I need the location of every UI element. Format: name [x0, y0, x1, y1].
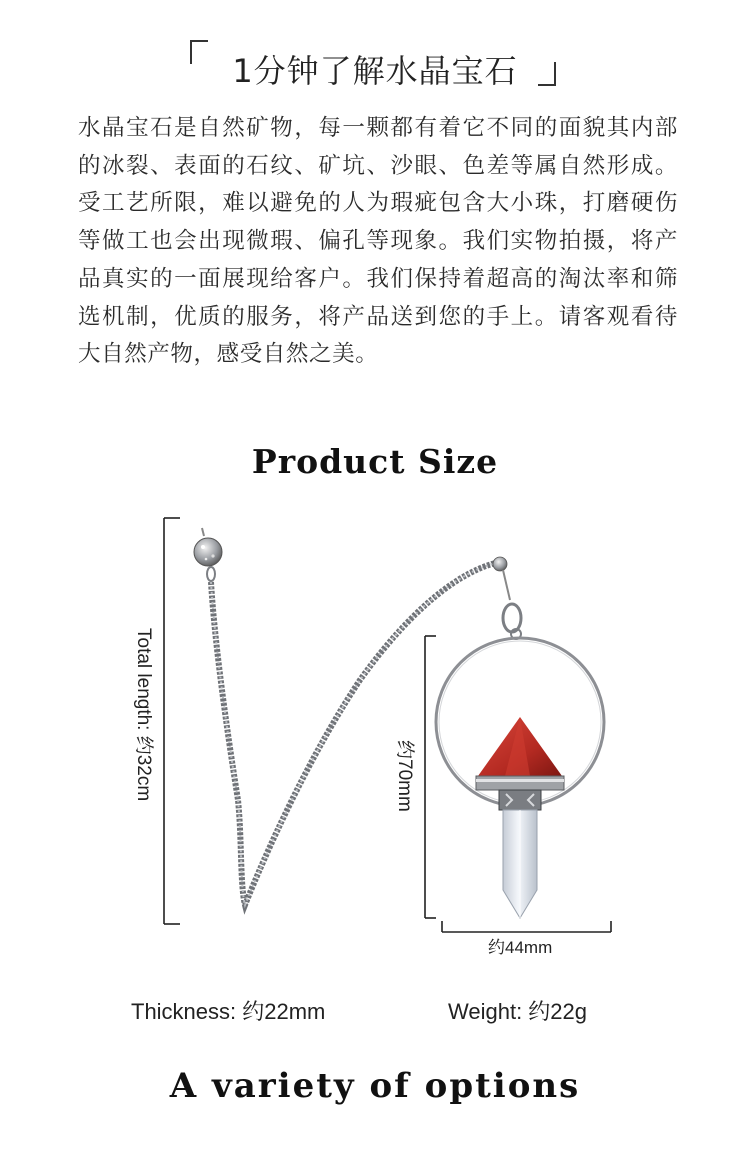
product-size-heading: Product Size	[251, 442, 499, 481]
clasp	[493, 557, 521, 639]
total-length-bracket	[164, 518, 180, 924]
total-length-label: Total length: 约32cm	[133, 628, 154, 802]
thickness-label: Thickness: 约22mm	[131, 999, 326, 1024]
metal-band	[476, 776, 564, 790]
product-figure	[0, 500, 750, 980]
bead-end	[194, 528, 222, 581]
pendant-width-label: 约44mm	[488, 938, 553, 957]
title-bracket-right	[538, 62, 556, 86]
page-title-block	[0, 36, 750, 96]
page-title: 1分钟了解水晶宝石	[232, 52, 518, 90]
intro-paragraph: 水晶宝石是自然矿物，每一颗都有着它不同的面貌其内部的冰裂、表面的石纹、矿坑、沙眼、色差等属自然形成。受工艺所限，难以避免的人为瑕疵包含大小珠，打磨硬伤等做工也会出现微瑕、偏孔等现象。我们实物拍摄，将产品真实的一面展现给客户。我们保持着超高的淘汰率和筛选机制，优质的服务，将产品送到您的手上。请客观看待大自然产物，感受自然之美。	[78, 115, 678, 368]
crystal-cap	[499, 790, 541, 810]
options-heading: A variety of options	[169, 1066, 581, 1106]
pendulum-illustration	[0, 500, 750, 980]
pendant-width-bracket	[442, 921, 611, 932]
pendant-height-bracket	[425, 636, 436, 918]
pendant-height-label: 约70mm	[394, 740, 415, 812]
weight-label: Weight: 约22g	[448, 999, 588, 1024]
chain	[211, 562, 500, 905]
